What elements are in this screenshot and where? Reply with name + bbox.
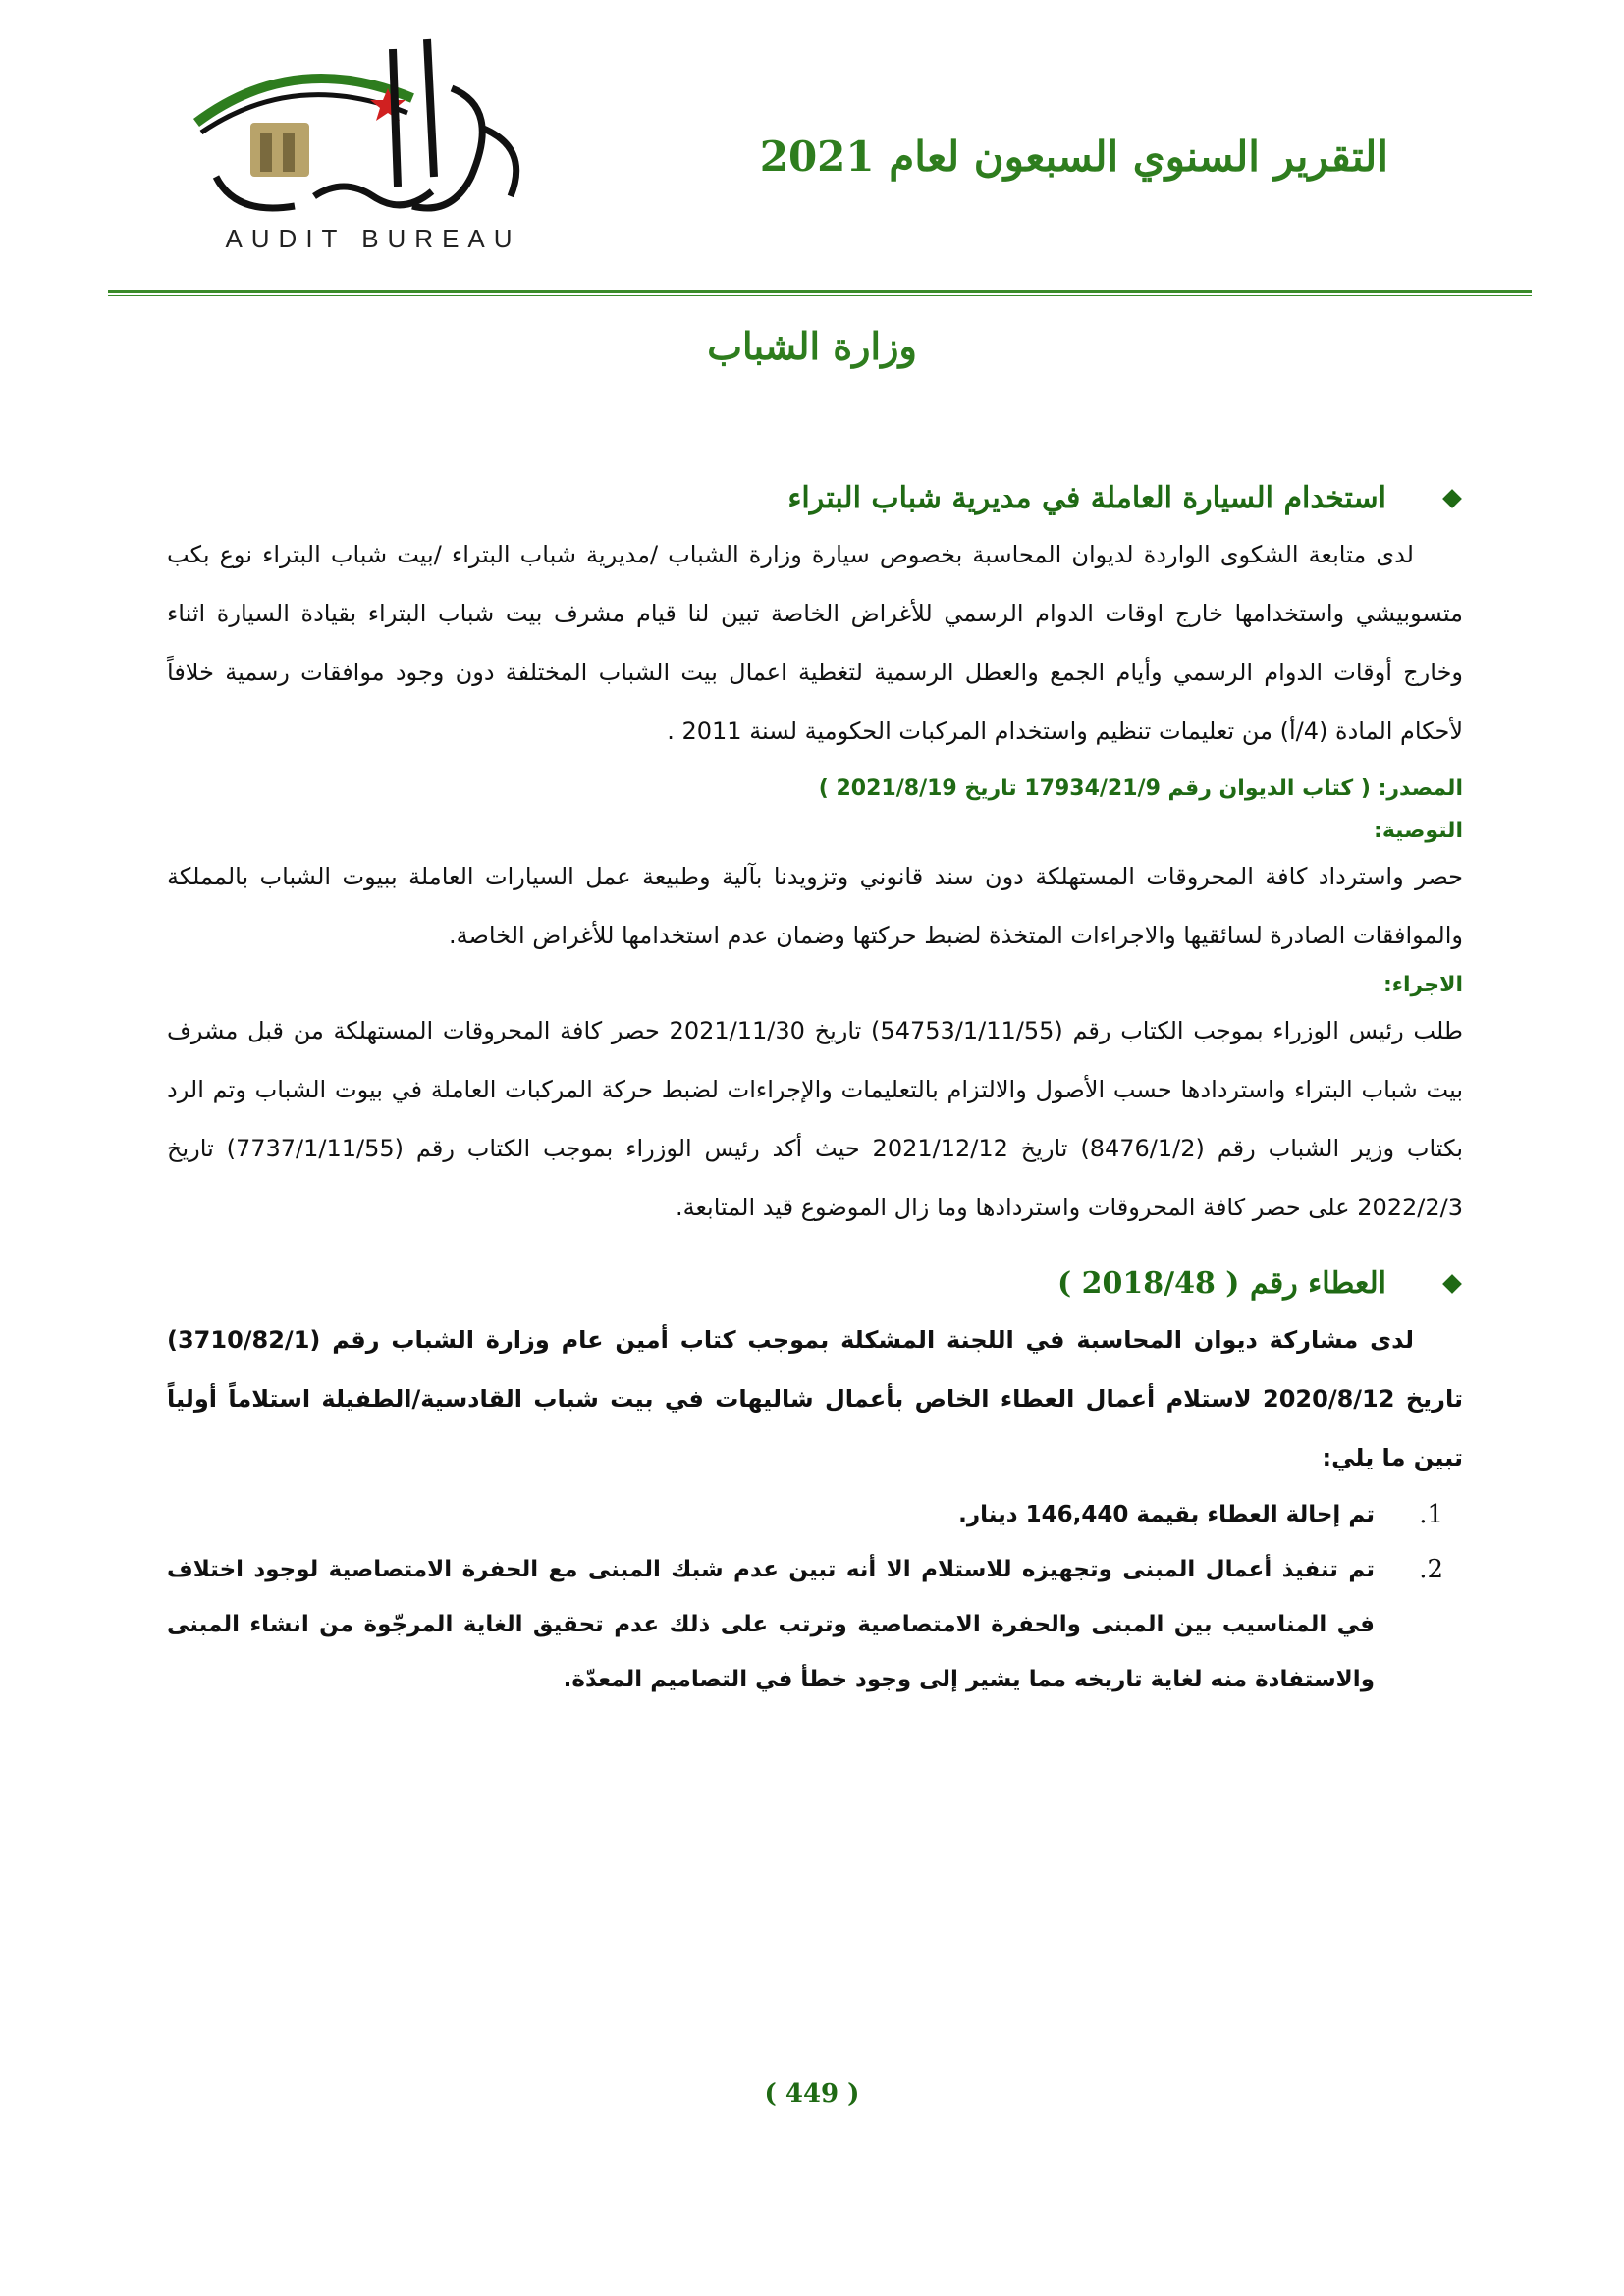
diamond-bullet-icon	[1442, 1274, 1462, 1294]
report-title: التقرير السنوي السبعون لعام 2021	[759, 133, 1388, 181]
section1-heading	[167, 481, 1463, 515]
section2-heading-text: العطاء رقم ( 2018/48 )	[1057, 1266, 1386, 1301]
list-item	[167, 1487, 1463, 1542]
page-number: ( 449 )	[764, 2079, 860, 2109]
report-content	[167, 481, 1463, 1707]
section1-source: المصدر: ( كتاب الديوان رقم 17934/21/9 تاريخ 2021/8/19 )	[818, 776, 1463, 801]
recommendation-label: التوصية:	[1374, 819, 1463, 843]
section2-body: لدى مشاركة ديوان المحاسبة في اللجنة المشكلة بموجب كتاب أمين عام وزارة الشباب رقم (3710/82/1) تاريخ 2020/8/12 لاستلام أعمال العطاء الخاص بأعمال شاليهات في بيت شباب القادسية/الطفيلة استلاماً أولياً تبين ما يلي:	[167, 1326, 1463, 1471]
section1-heading-text: استخدام السيارة العاملة في مديرية شباب البتراء	[787, 481, 1386, 515]
audit-bureau-logo	[177, 29, 569, 255]
section2-list	[167, 1487, 1463, 1707]
logo-caption: AUDIT BUREAU	[225, 224, 521, 253]
list-item-number: 1.	[1419, 1500, 1443, 1529]
ministry-title: وزارة الشباب	[707, 324, 917, 368]
logo-arabic-text: ديوان المحاسبة	[481, 88, 488, 89]
list-item-text: تم تنفيذ أعمال المبنى وتجهيزه للاستلام الا أنه تبين عدم شبك المبنى مع الحفرة الامتصاصية لوجود اختلاف في المناسيب بين المبنى والحفرة الامتصاصية وترتب على ذلك عدم تحقيق الغاية المرجّوة من انشاء المبنى والاستفادة منه لغاية تاريخه مما يشير إلى وجود خطأ في التصاميم المعدّة.	[167, 1557, 1375, 1692]
page-header	[0, 0, 1624, 294]
list-item-text: تم إحالة العطاء بقيمة 146,440 دينار.	[958, 1502, 1375, 1527]
list-item	[167, 1542, 1463, 1707]
action-label: الاجراء:	[1382, 973, 1463, 997]
recommendation-text: حصر واسترداد كافة المحروقات المستهلكة دون سند قانوني وتزويدنا بآلية وطبيعة عمل السيارات العاملة ببيوت الشباب بالمملكة والموافقات الصادرة لسائقيها والاجراءات المتخذة لضبط حركتها وضمان عدم استخدامها للأغراض الخاصة.	[167, 863, 1463, 949]
diamond-bullet-icon	[1442, 489, 1462, 508]
header-divider	[108, 290, 1532, 293]
list-item-number: 2.	[1419, 1555, 1443, 1584]
section1-body: لدى متابعة الشكوى الواردة لديوان المحاسبة بخصوص سيارة وزارة الشباب /مديرية شباب البتراء /بيت شباب البتراء نوع بكب متسوبيشي واستخدامها خارج اوقات الدوام الرسمي للأغراض الخاصة تبين لنا قيام مشرف بيت شباب البتراء بقيادة السيارة اثناء وخارج أوقات الدوام الرسمي وأيام الجمع والعطل الرسمية لتغطية اعمال بيت الشباب المختلفة دون وجود موافقات رسمية خلافاً لأحكام المادة (4/أ) من تعليمات تنظيم واستخدام المركبات الحكومية لسنة 2011 .	[167, 541, 1463, 745]
action-text: طلب رئيس الوزراء بموجب الكتاب رقم (54753/1/11/55) تاريخ 2021/11/30 حصر كافة المحروقات المستهلكة من قبل مشرف بيت شباب البتراء واستردادها حسب الأصول والالتزام بالتعليمات والإجراءات لضبط حركة المركبات العاملة في بيوت الشباب وتم الرد بكتاب وزير الشباب رقم (8476/1/2) تاريخ 2021/12/12 حيث أكد رئيس الوزراء بموجب الكتاب رقم (7737/1/11/55) تاريخ 2022/2/3 على حصر كافة المحروقات واستردادها وما زال الموضوع قيد المتابعة.	[167, 1017, 1464, 1221]
section2-heading	[167, 1266, 1463, 1301]
header-divider-thin	[108, 295, 1532, 296]
